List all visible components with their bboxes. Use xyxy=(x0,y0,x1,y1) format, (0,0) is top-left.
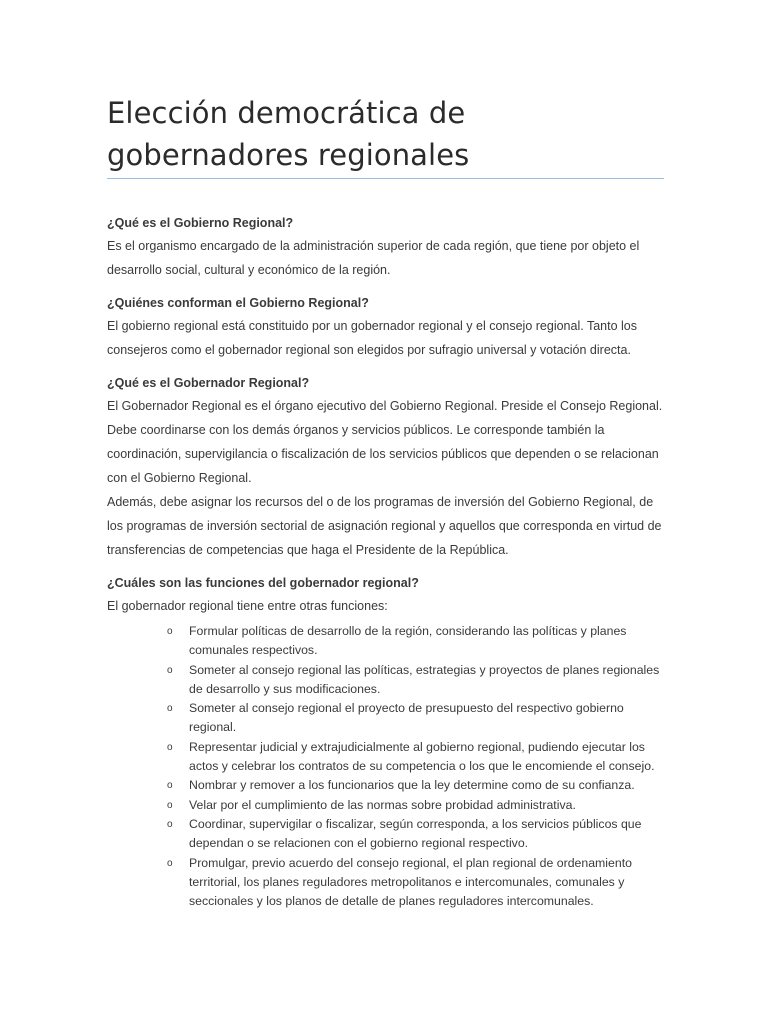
bullet-icon: o xyxy=(167,664,173,676)
section-funciones xyxy=(107,572,664,911)
list-item xyxy=(163,854,664,912)
section-que-es-gobierno-regional xyxy=(107,212,664,282)
section-question: ¿Qué es el Gobierno Regional? xyxy=(107,216,294,230)
list-item xyxy=(163,796,664,815)
list-item xyxy=(163,776,664,795)
list-item xyxy=(163,699,664,738)
list-item xyxy=(163,622,664,661)
list-item-text: Someter al consejo regional las políticas, estrategias y proyectos de planes regionales de desarrollo y sus modificaciones. xyxy=(189,662,660,696)
section-quienes-conforman xyxy=(107,292,664,362)
bullet-icon: o xyxy=(167,780,173,792)
list-item-text: Representar judicial y extrajudicialmente al gobierno regional, pudiendo ejecutar los actos y celebrar los contratos de su competencia o los que le encomiende el consejo. xyxy=(189,739,655,774)
bullet-icon: o xyxy=(167,703,173,715)
list-item xyxy=(163,815,664,854)
section-paragraph: El gobernador regional tiene entre otras funciones: xyxy=(107,599,388,613)
list-item-text: Nombrar y remover a los funcionarios que la ley determine como de su confianza. xyxy=(189,778,635,793)
list-item-text: Formular políticas de desarrollo de la región, considerando las políticas y planes comunales respectivos. xyxy=(189,624,627,658)
list-item-text: Coordinar, supervigilar o fiscalizar, según corresponda, a los servicios públicos que dependan o se relacionen con el gobierno regional respectivo. xyxy=(189,816,642,851)
section-question: ¿Qué es el Gobernador Regional? xyxy=(107,376,310,390)
document-page xyxy=(107,92,664,911)
list-item-text: Promulgar, previo acuerdo del consejo regional, el plan regional de ordenamiento territorial, los planes reguladores metropolitanos e intercomunales, comunales y seccionales y los planos de detalle de planes reguladores intercomunales. xyxy=(189,855,632,909)
section-que-es-gobernador xyxy=(107,372,664,562)
list-item xyxy=(163,738,664,777)
section-paragraph: El Gobernador Regional es el órgano ejecutivo del Gobierno Regional. Preside el Consejo Regional. Debe coordinarse con los demás órganos y servicios públicos. Le corresponde también la coordinación, supervigilancia o fiscalización de los servicios públicos que dependen o se relacionan con el Gobierno Regional. xyxy=(107,399,663,485)
bullet-icon: o xyxy=(167,818,173,830)
list-item-text: Velar por el cumplimiento de las normas sobre probidad administrativa. xyxy=(189,797,576,812)
functions-list xyxy=(107,622,664,911)
bullet-icon: o xyxy=(167,741,173,753)
section-paragraph: El gobierno regional está constituido por un gobernador regional y el consejo regional. Tanto los consejeros como el gobernador regional son elegidos por sufragio universal y votación directa. xyxy=(107,319,637,357)
section-paragraph: Es el organismo encargado de la administración superior de cada región, que tiene por objeto el desarrollo social, cultural y económico de la región. xyxy=(107,239,640,277)
section-paragraph: Además, debe asignar los recursos del o de los programas de inversión del Gobierno Regional, de los programas de inversión sectorial de asignación regional y aquellos que corresponda en virtud de transferencias de competencias que haga el Presidente de la República. xyxy=(107,495,662,557)
list-item-text: Someter al consejo regional el proyecto de presupuesto del respectivo gobierno regional. xyxy=(189,701,624,735)
bullet-icon: o xyxy=(167,799,173,811)
bullet-icon: o xyxy=(167,857,173,869)
section-question: ¿Cuáles son las funciones del gobernador regional? xyxy=(107,576,419,590)
section-question: ¿Quiénes conforman el Gobierno Regional? xyxy=(107,296,369,310)
document-title: Elección democrática de gobernadores regionales xyxy=(107,92,664,179)
bullet-icon: o xyxy=(167,626,173,637)
list-item xyxy=(163,661,664,700)
